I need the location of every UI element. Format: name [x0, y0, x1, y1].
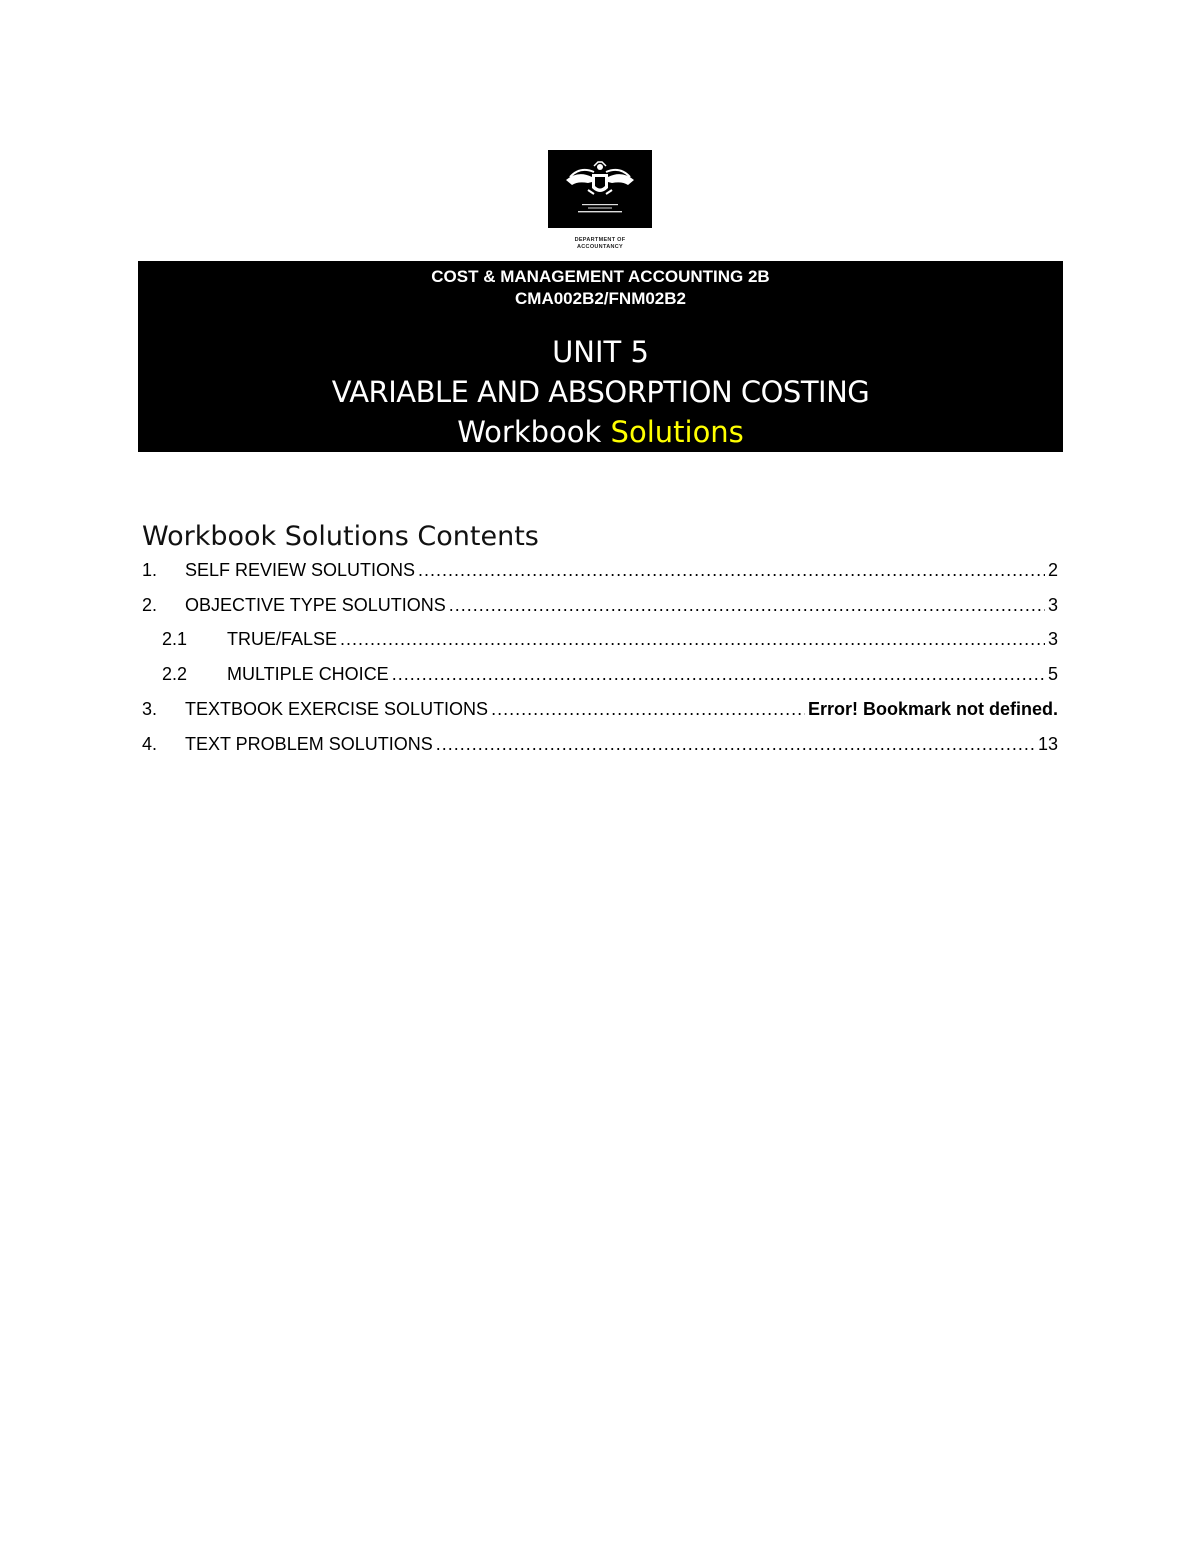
toc-entry[interactable]	[142, 593, 1058, 617]
toc-number: 2.1	[162, 629, 188, 649]
university-logo	[548, 150, 652, 228]
toc-number: 1.	[142, 560, 158, 580]
toc-label: TRUE/FALSE	[227, 629, 338, 649]
solutions-word: Solutions	[610, 415, 744, 449]
toc-leader-dots	[449, 593, 1045, 617]
toc-number: 4.	[142, 734, 158, 754]
toc-leader-dots	[436, 732, 1035, 756]
toc-label: TEXT PROBLEM SOLUTIONS	[185, 734, 433, 754]
toc-label: OBJECTIVE TYPE SOLUTIONS	[185, 595, 446, 615]
toc-leader-dots	[340, 627, 1045, 651]
course-code: CMA002B2/FNM02B2	[515, 289, 686, 308]
department-caption-line2: ACCOUNTANCY	[577, 244, 623, 250]
department-caption	[520, 237, 680, 251]
title-banner	[138, 261, 1063, 452]
toc-number: 3.	[142, 699, 158, 719]
university-crest-icon	[548, 150, 652, 228]
workbook-word: Workbook	[457, 415, 602, 449]
toc-entry[interactable]	[142, 662, 1058, 686]
department-caption-line1: DEPARTMENT OF	[574, 237, 626, 243]
toc-page-number: 2	[1047, 560, 1058, 580]
toc-entry[interactable]	[142, 697, 1058, 721]
toc-label: MULTIPLE CHOICE	[227, 664, 389, 684]
unit-title: UNIT 5	[552, 335, 649, 369]
toc-label: SELF REVIEW SOLUTIONS	[185, 560, 416, 580]
toc-page-number: 5	[1047, 664, 1058, 684]
toc-page-number: 3	[1047, 629, 1058, 649]
toc-page-number: 3	[1047, 595, 1058, 615]
workbook-solutions-title	[138, 414, 1063, 450]
toc-page-number: Error! Bookmark not defined.	[807, 699, 1058, 719]
topic-title: VARIABLE AND ABSORPTION COSTING	[331, 375, 870, 409]
toc-page-number: 13	[1037, 734, 1058, 754]
contents-heading: Workbook Solutions Contents	[142, 521, 539, 552]
toc-leader-dots	[392, 662, 1045, 686]
toc-entry[interactable]	[142, 627, 1058, 651]
toc-leader-dots	[491, 697, 805, 721]
toc-entry[interactable]	[142, 732, 1058, 756]
course-title: COST & MANAGEMENT ACCOUNTING 2B	[431, 267, 770, 286]
toc-number: 2.2	[162, 664, 188, 684]
toc-leader-dots	[418, 558, 1045, 582]
toc-entry[interactable]	[142, 558, 1058, 582]
toc-number: 2.	[142, 595, 158, 615]
toc-label: TEXTBOOK EXERCISE SOLUTIONS	[185, 699, 489, 719]
